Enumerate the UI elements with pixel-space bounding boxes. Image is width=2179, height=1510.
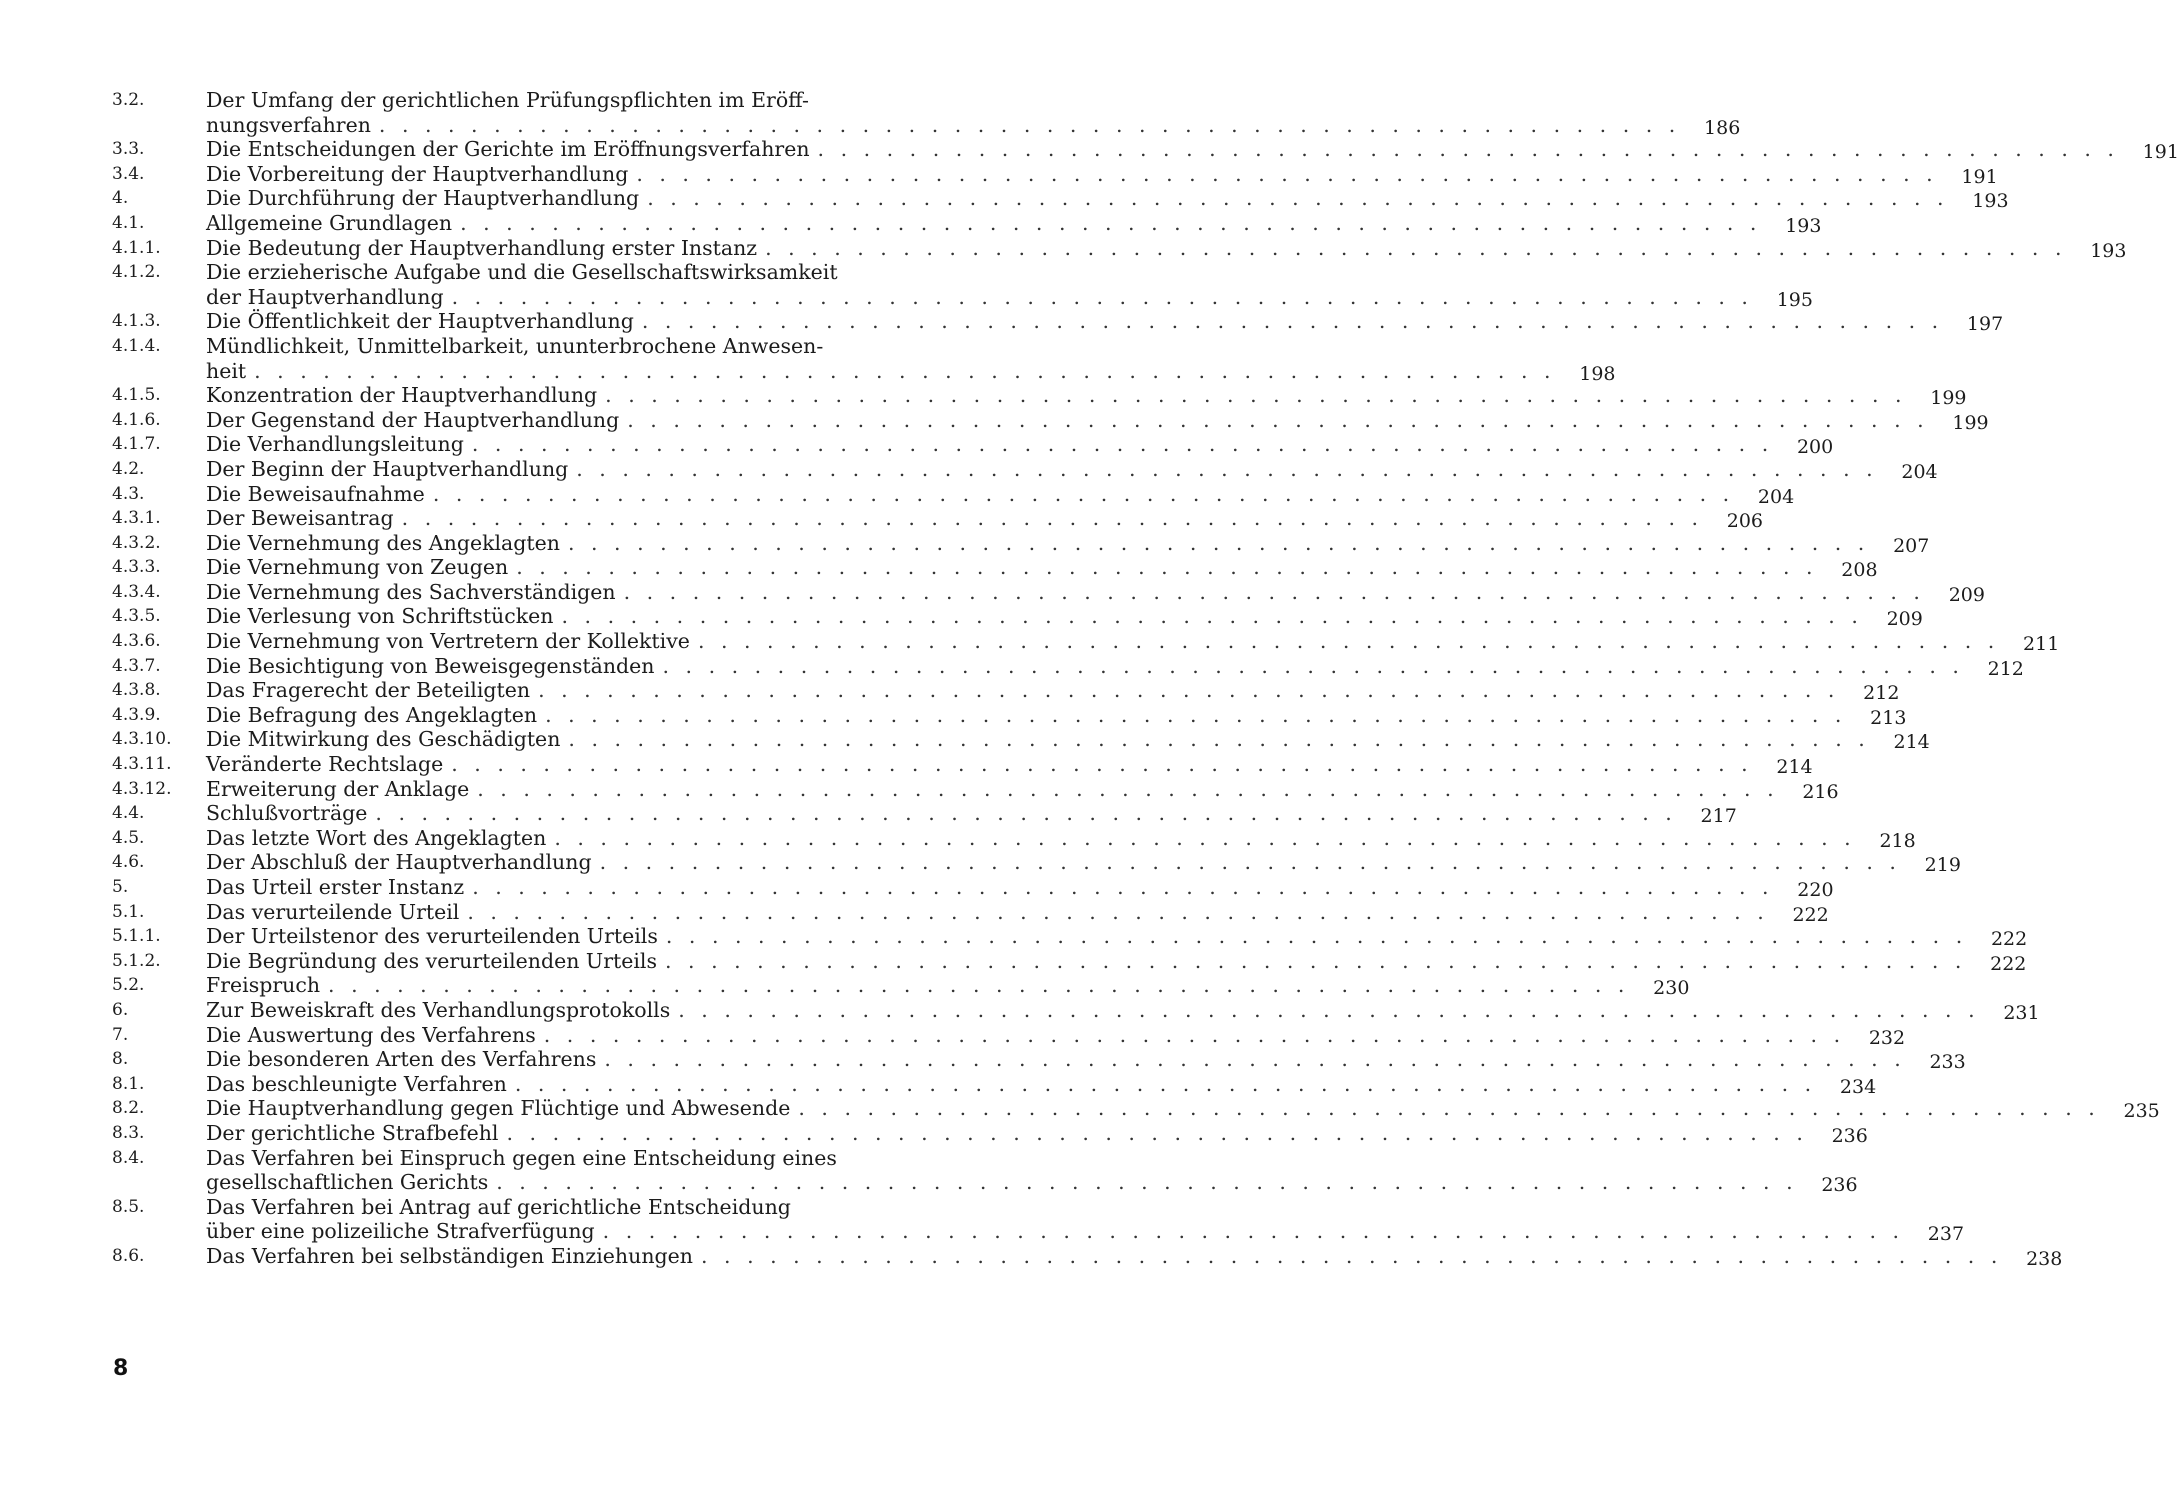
page-reference: 200 <box>1796 436 1834 459</box>
toc-entry <box>112 653 2024 680</box>
dot-leader: . . . . . . . . . . . . . . . . . . . . . . . . . . . . . . . . . . . . . . . . . . . . . . . . . . . . . . . . . <box>665 948 1967 973</box>
page-reference: 235 <box>2123 1100 2160 1123</box>
toc-entry <box>112 88 1741 139</box>
dot-leader: . . . . . . . . . . . . . . . . . . . . . . . . . . . . . . . . . . . . . . . . . . . . . . . . . . . . . . . . . <box>514 1071 1817 1096</box>
page-reference: 236 <box>1821 1174 1858 1197</box>
entry-title-line: über eine polizeiliche Strafverfügung <box>206 1219 595 1244</box>
toc-entry <box>112 210 1822 237</box>
toc-entry <box>112 456 1938 483</box>
section-number: 4. <box>112 188 129 209</box>
entry-title-line: Konzentration der Hauptverhandlung <box>206 383 598 408</box>
page-reference: 209 <box>1886 608 1923 631</box>
toc-entry <box>112 506 1764 533</box>
section-number: 3.4. <box>112 163 145 184</box>
toc-entry <box>112 432 1834 459</box>
section-number: 4.1.3. <box>112 311 161 332</box>
dot-leader: . . . . . . . . . . . . . . . . . . . . . . . . . . . . . . . . . . . . . . . . . . . . . . . . . . . . . . . . . <box>636 161 1938 186</box>
dot-leader: . . . . . . . . . . . . . . . . . . . . . . . . . . . . . . . . . . . . . . . . . . . . . . . . . . . . . . . . . <box>647 186 1949 211</box>
page-reference: 216 <box>1802 780 1839 803</box>
page-reference: 220 <box>1797 879 1834 901</box>
toc-entry <box>112 899 1829 926</box>
dot-leader: . . . . . . . . . . . . . . . . . . . . . . . . . . . . . . . . . . . . . . . . . . . . . . . . . . . . . . . . . <box>451 752 1753 777</box>
toc-entry <box>112 579 1985 606</box>
page-reference: 186 <box>1704 116 1741 139</box>
section-number: 4.1.7. <box>112 434 161 455</box>
dot-leader: . . . . . . . . . . . . . . . . . . . . . . . . . . . . . . . . . . . . . . . . . . . . . . . . . . . . . . . . . <box>567 530 1870 555</box>
dot-leader: . . . . . . . . . . . . . . . . . . . . . . . . . . . . . . . . . . . . . . . . . . . . . . . . . . . . . . . . . <box>477 776 1779 801</box>
entry-title-line: Das Urteil erster Instanz <box>206 875 465 899</box>
section-number: 8.1. <box>112 1073 145 1094</box>
entry-title-line: Die Besichtigung von Beweisgegenständen <box>206 653 655 678</box>
page-reference: 204 <box>1901 460 1938 483</box>
dot-leader: . . . . . . . . . . . . . . . . . . . . . . . . . . . . . . . . . . . . . . . . . . . . . . . . . . . . . . . . . <box>627 407 1929 432</box>
page-reference: 199 <box>1952 411 1989 434</box>
entry-title-line: Das Verfahren bei Antrag auf gerichtliche Entscheidung <box>206 1194 791 1219</box>
toc-entry <box>112 407 1989 434</box>
page-reference: 204 <box>1757 485 1795 508</box>
section-number: 4.1.4. <box>112 335 161 356</box>
dot-leader: . . . . . . . . . . . . . . . . . . . . . . . . . . . . . . . . . . . . . . . . . . . . . . . . . . . . . . . . . <box>678 997 1980 1022</box>
section-number: 8.2. <box>112 1098 145 1119</box>
section-number: 4.1.1. <box>112 237 161 258</box>
entry-title-line: Die Vernehmung des Sachverständigen <box>206 579 616 604</box>
entry-title-line: Die Öffentlichkeit der Hauptverhandlung <box>206 309 634 334</box>
toc-entry <box>112 1194 1965 1246</box>
section-number: 4.3. <box>112 483 145 504</box>
entry-title-line: Das beschleunigte Verfahren <box>206 1071 507 1096</box>
section-number: 4.1. <box>112 212 145 233</box>
toc-entry <box>112 137 2179 164</box>
toc-entry <box>112 1243 2063 1270</box>
dot-leader: . . . . . . . . . . . . . . . . . . . . . . . . . . . . . . . . . . . . . . . . . . . . . . . . . . . . . . . . . <box>604 1047 1906 1072</box>
toc-entry <box>112 1145 1858 1197</box>
section-number: 4.1.2. <box>112 262 161 283</box>
section-number: 8.3. <box>112 1122 145 1143</box>
entry-title-line: Die Hauptverhandlung gegen Flüchtige und Abwesende <box>206 1096 791 1121</box>
toc-entry <box>112 260 1813 311</box>
entry-title-line: Veränderte Rechtslage <box>206 752 444 777</box>
section-number: 6. <box>112 999 129 1020</box>
page-reference: 214 <box>1893 731 1930 754</box>
entry-title-line: Die Entscheidungen der Gerichte im Eröffnungsverfahren <box>206 137 810 162</box>
toc-entry <box>112 973 1690 1000</box>
toc-entry <box>112 235 2127 262</box>
section-number: 4.3.4. <box>112 581 161 602</box>
page-reference: 213 <box>1870 706 1907 729</box>
page-reference: 212 <box>1863 682 1900 705</box>
toc-entry <box>112 678 1900 705</box>
section-number: 5. <box>112 877 129 897</box>
dot-leader: . . . . . . . . . . . . . . . . . . . . . . . . . . . . . . . . . . . . . . . . . . . . . . . . . . . . . . . . . <box>375 801 1677 826</box>
dot-leader: . . . . . . . . . . . . . . . . . . . . . . . . . . . . . . . . . . . . . . . . . . . . . . . . . . . . . . . . . <box>602 1219 1905 1244</box>
entry-title-line: Die Verhandlungsleitung <box>206 432 464 457</box>
toc-entry <box>112 875 1834 901</box>
toc-entry <box>112 1047 1966 1074</box>
entry-title-line: Das Verfahren bei selbständigen Einziehungen <box>206 1243 693 1268</box>
entry-title-line: Das letzte Wort des Angeklagten <box>206 825 547 850</box>
dot-leader: . . . . . . . . . . . . . . . . . . . . . . . . . . . . . . . . . . . . . . . . . . . . . . . . . . . . . . . . . <box>641 309 1944 334</box>
section-number: 4.3.1. <box>112 508 161 529</box>
dot-leader: . . . . . . . . . . . . . . . . . . . . . . . . . . . . . . . . . . . . . . . . . . . . . . . . . . . . . . . . . <box>599 850 1901 875</box>
entry-title-line: Der Beweisantrag <box>206 506 394 531</box>
dot-leader: . . . . . . . . . . . . . . . . . . . . . . . . . . . . . . . . . . . . . . . . . . . . . . . . . . . . . . . . . <box>765 235 2067 260</box>
dot-leader: . . . . . . . . . . . . . . . . . . . . . . . . . . . . . . . . . . . . . . . . . . . . . . . . . . . . . . . . . <box>401 506 1704 531</box>
section-number: 5.1. <box>112 901 145 922</box>
entry-title-line: Die Vernehmung des Angeklagten <box>206 530 560 555</box>
page-reference: 234 <box>1839 1075 1877 1098</box>
section-number: 4.3.7. <box>112 655 161 676</box>
section-number: 4.3.6. <box>112 631 161 652</box>
page-reference: 193 <box>1785 214 1822 237</box>
page-reference: 222 <box>1990 952 2027 975</box>
section-number: 4.3.3. <box>112 557 161 578</box>
page-reference: 191 <box>1961 165 1998 188</box>
dot-leader: . . . . . . . . . . . . . . . . . . . . . . . . . . . . . . . . . . . . . . . . . . . . . . . . . . . . . . . . . <box>467 899 1769 924</box>
page-reference: 212 <box>1987 657 2024 680</box>
section-number: 4.1.6. <box>112 409 161 430</box>
entry-title-line: Der Gegenstand der Hauptverhandlung <box>206 407 620 432</box>
table-of-contents <box>112 88 2179 1270</box>
page-reference: 236 <box>1831 1124 1868 1147</box>
entry-title-line: Die Befragung des Angeklagten <box>206 702 538 727</box>
entry-title-line: Die Vernehmung von Zeugen <box>206 555 509 580</box>
page-reference: 222 <box>1792 903 1829 926</box>
page-reference: 209 <box>1948 583 1985 606</box>
page-reference: 219 <box>1924 854 1961 877</box>
dot-leader: . . . . . . . . . . . . . . . . . . . . . . . . . . . . . . . . . . . . . . . . . . . . . . . . . . . . . . . . . <box>576 456 1878 481</box>
entry-title-line: Das Fragerecht der Beteiligten <box>206 678 531 703</box>
toc-entry <box>112 555 1878 582</box>
entry-title-line: Die erzieherische Aufgabe und die Gesellschaftswirksamkeit <box>206 260 838 285</box>
page-reference: 237 <box>1927 1223 1965 1246</box>
dot-leader: . . . . . . . . . . . . . . . . . . . . . . . . . . . . . . . . . . . . . . . . . . . . . . . . . . . . . . . . . <box>328 973 1630 998</box>
entry-title-line: Die Vernehmung von Vertretern der Kollektive <box>206 629 690 654</box>
entry-title-line: Erweiterung der Anklage <box>206 776 470 801</box>
dot-leader: . . . . . . . . . . . . . . . . . . . . . . . . . . . . . . . . . . . . . . . . . . . . . . . . . . . . . . . . . <box>605 383 1907 408</box>
entry-title-line: Die Mitwirkung des Geschädigten <box>206 727 561 752</box>
dot-leader: . . . . . . . . . . . . . . . . . . . . . . . . . . . . . . . . . . . . . . . . . . . . . . . . . . . . . . . . . <box>662 653 1964 678</box>
dot-leader: . . . . . . . . . . . . . . . . . . . . . . . . . . . . . . . . . . . . . . . . . . . . . . . . . . . . . . . . . <box>697 629 2000 654</box>
section-number: 4.3.11. <box>112 754 172 775</box>
page-reference: 195 <box>1776 288 1813 311</box>
dot-leader: . . . . . . . . . . . . . . . . . . . . . . . . . . . . . . . . . . . . . . . . . . . . . . . . . . . . . . . . . <box>496 1170 1798 1195</box>
section-number: 4.3.2. <box>112 532 161 553</box>
page-reference: 191 <box>2142 141 2179 164</box>
section-number: 5.1.2. <box>112 950 161 971</box>
toc-entry <box>112 1096 2160 1123</box>
entry-title-line: Der Abschluß der Hauptverhandlung <box>206 850 592 875</box>
toc-entry <box>112 161 1998 188</box>
toc-entry <box>112 333 1616 385</box>
dot-leader: . . . . . . . . . . . . . . . . . . . . . . . . . . . . . . . . . . . . . . . . . . . . . . . . . . . . . . . . . <box>554 825 1856 850</box>
section-number: 8.4. <box>112 1147 145 1168</box>
toc-entry <box>112 309 2004 336</box>
entry-title-line: Die Begründung des verurteilenden Urteils <box>206 948 658 973</box>
entry-title-line: Freispruch <box>206 973 321 998</box>
section-number: 3.3. <box>112 139 145 160</box>
dot-leader: . . . . . . . . . . . . . . . . . . . . . . . . . . . . . . . . . . . . . . . . . . . . . . . . . . . . . . . . . <box>665 924 1968 949</box>
entry-title-line: Der gerichtliche Strafbefehl <box>206 1120 499 1145</box>
entry-title-line: nungsverfahren <box>206 112 371 137</box>
entry-title-line: Die Beweisaufnahme <box>206 481 425 506</box>
entry-title-line: heit <box>206 358 247 383</box>
page-reference: 197 <box>1966 313 2004 336</box>
entry-title-line: Schlußvorträge <box>206 801 368 826</box>
page-reference: 207 <box>1893 534 1930 557</box>
toc-entry <box>112 850 1961 877</box>
toc-entry <box>112 1120 1868 1147</box>
dot-leader: . . . . . . . . . . . . . . . . . . . . . . . . . . . . . . . . . . . . . . . . . . . . . . . . . . . . . . . . . <box>471 432 1774 457</box>
toc-entry <box>112 604 1923 631</box>
entry-title-line: Die Auswertung des Verfahrens <box>206 1022 536 1047</box>
toc-entry <box>112 1022 1906 1049</box>
toc-entry <box>112 752 1813 779</box>
entry-title-line: Mündlichkeit, Unmittelbarkeit, ununterbrochene Anwesen- <box>206 333 824 358</box>
section-number: 4.4. <box>112 803 145 824</box>
section-number: 4.3.5. <box>112 606 161 627</box>
entry-title-line: Das Verfahren bei Einspruch gegen eine Entscheidung eines <box>206 1145 837 1170</box>
section-number: 4.3.8. <box>112 680 161 701</box>
toc-entry <box>112 383 1967 410</box>
entry-title-line: Die Vorbereitung der Hauptverhandlung <box>206 161 629 186</box>
dot-leader: . . . . . . . . . . . . . . . . . . . . . . . . . . . . . . . . . . . . . . . . . . . . . . . . . . . . . . . . . <box>543 1022 1846 1047</box>
page-reference: 193 <box>2090 239 2127 262</box>
dot-leader: . . . . . . . . . . . . . . . . . . . . . . . . . . . . . . . . . . . . . . . . . . . . . . . . . . . . . . . . . <box>817 137 2119 162</box>
dot-leader: . . . . . . . . . . . . . . . . . . . . . . . . . . . . . . . . . . . . . . . . . . . . . . . . . . . . . . . . . <box>545 702 1847 727</box>
page-reference: 193 <box>1972 190 2009 213</box>
page-reference: 238 <box>2026 1247 2063 1270</box>
page-number: 8 <box>113 1356 129 1381</box>
section-number: 8.5. <box>112 1196 145 1217</box>
page-reference: 208 <box>1841 559 1878 582</box>
toc-entry <box>112 481 1795 508</box>
dot-leader: . . . . . . . . . . . . . . . . . . . . . . . . . . . . . . . . . . . . . . . . . . . . . . . . . . . . . . . . . <box>516 555 1818 580</box>
page-reference: 206 <box>1726 510 1764 533</box>
section-number: 4.3.12. <box>112 778 172 799</box>
entry-title-line: Der Umfang der gerichtlichen Prüfungspflichten im Eröff- <box>206 88 809 112</box>
page-reference: 214 <box>1776 756 1813 779</box>
dot-leader: . . . . . . . . . . . . . . . . . . . . . . . . . . . . . . . . . . . . . . . . . . . . . . . . . . . . . . . . . <box>798 1096 2100 1121</box>
section-number: 4.1.5. <box>112 385 161 406</box>
dot-leader: . . . . . . . . . . . . . . . . . . . . . . . . . . . . . . . . . . . . . . . . . . . . . . . . . . . . . . . . . <box>378 112 1681 137</box>
toc-entry <box>112 997 2040 1024</box>
page-reference: 231 <box>2003 1001 2040 1024</box>
toc-entry <box>112 186 2009 213</box>
toc-entry <box>112 629 2060 656</box>
toc-entry <box>112 1071 1877 1098</box>
toc-entry <box>112 825 1916 852</box>
section-number: 5.2. <box>112 975 145 996</box>
section-number: 4.2. <box>112 458 145 479</box>
entry-title-line: Die Verlesung von Schriftstücken <box>206 604 554 629</box>
section-number: 8.6. <box>112 1245 145 1266</box>
entry-title-line: Die besonderen Arten des Verfahrens <box>206 1047 597 1072</box>
page-reference: 217 <box>1700 805 1737 828</box>
dot-leader: . . . . . . . . . . . . . . . . . . . . . . . . . . . . . . . . . . . . . . . . . . . . . . . . . . . . . . . . . <box>451 284 1753 309</box>
section-number: 4.6. <box>112 852 145 873</box>
toc-entry <box>112 776 1839 803</box>
page-reference: 233 <box>1929 1051 1966 1074</box>
toc-entry <box>112 948 2027 975</box>
page-reference: 199 <box>1930 387 1967 410</box>
dot-leader: . . . . . . . . . . . . . . . . . . . . . . . . . . . . . . . . . . . . . . . . . . . . . . . . . . . . . . . . . <box>623 579 1925 604</box>
entry-title-line: gesellschaftlichen Gerichts <box>206 1170 489 1195</box>
toc-entry <box>112 727 1930 754</box>
entry-title-line: Das verurteilende Urteil <box>206 899 460 924</box>
page-reference: 230 <box>1653 977 1690 1000</box>
page-reference: 211 <box>2023 633 2060 656</box>
entry-title-line: Allgemeine Grundlagen <box>206 210 453 235</box>
section-number: 4.5. <box>112 827 145 848</box>
section-number: 8. <box>112 1049 129 1070</box>
page-reference: 222 <box>1990 928 2028 951</box>
toc-entry <box>112 702 1907 729</box>
dot-leader: . . . . . . . . . . . . . . . . . . . . . . . . . . . . . . . . . . . . . . . . . . . . . . . . . . . . . . . . . <box>254 358 1556 383</box>
dot-leader: . . . . . . . . . . . . . . . . . . . . . . . . . . . . . . . . . . . . . . . . . . . . . . . . . . . . . . . . . <box>472 875 1774 899</box>
dot-leader: . . . . . . . . . . . . . . . . . . . . . . . . . . . . . . . . . . . . . . . . . . . . . . . . . . . . . . . . . <box>432 481 1735 506</box>
page-reference: 198 <box>1579 362 1616 385</box>
dot-leader: . . . . . . . . . . . . . . . . . . . . . . . . . . . . . . . . . . . . . . . . . . . . . . . . . . . . . . . . . <box>506 1120 1808 1145</box>
dot-leader: . . . . . . . . . . . . . . . . . . . . . . . . . . . . . . . . . . . . . . . . . . . . . . . . . . . . . . . . . <box>568 727 1870 752</box>
entry-title-line: Zur Beweiskraft des Verhandlungsprotokolls <box>206 997 671 1022</box>
page-reference: 218 <box>1879 829 1916 852</box>
entry-title-line: der Hauptverhandlung <box>206 284 444 309</box>
section-number: 7. <box>112 1024 129 1045</box>
section-number: 5.1.1. <box>112 926 161 947</box>
dot-leader: . . . . . . . . . . . . . . . . . . . . . . . . . . . . . . . . . . . . . . . . . . . . . . . . . . . . . . . . . <box>460 210 1762 235</box>
page-reference: 232 <box>1868 1026 1906 1049</box>
section-number: 4.3.10. <box>112 729 172 750</box>
dot-leader: . . . . . . . . . . . . . . . . . . . . . . . . . . . . . . . . . . . . . . . . . . . . . . . . . . . . . . . . . <box>538 678 1840 703</box>
entry-title-line: Die Durchführung der Hauptverhandlung <box>206 186 640 211</box>
entry-title-line: Der Urteilstenor des verurteilenden Urteils <box>206 924 658 949</box>
dot-leader: . . . . . . . . . . . . . . . . . . . . . . . . . . . . . . . . . . . . . . . . . . . . . . . . . . . . . . . . . <box>701 1243 2003 1268</box>
entry-title-line: Die Bedeutung der Hauptverhandlung erster Instanz <box>206 235 758 260</box>
toc-entry <box>112 924 2028 951</box>
section-number: 3.2. <box>112 90 145 110</box>
entry-title-line: Der Beginn der Hauptverhandlung <box>206 456 569 481</box>
dot-leader: . . . . . . . . . . . . . . . . . . . . . . . . . . . . . . . . . . . . . . . . . . . . . . . . . . . . . . . . . <box>561 604 1863 629</box>
toc-entry <box>112 801 1737 828</box>
toc-entry <box>112 530 1930 557</box>
section-number: 4.3.9. <box>112 704 161 725</box>
